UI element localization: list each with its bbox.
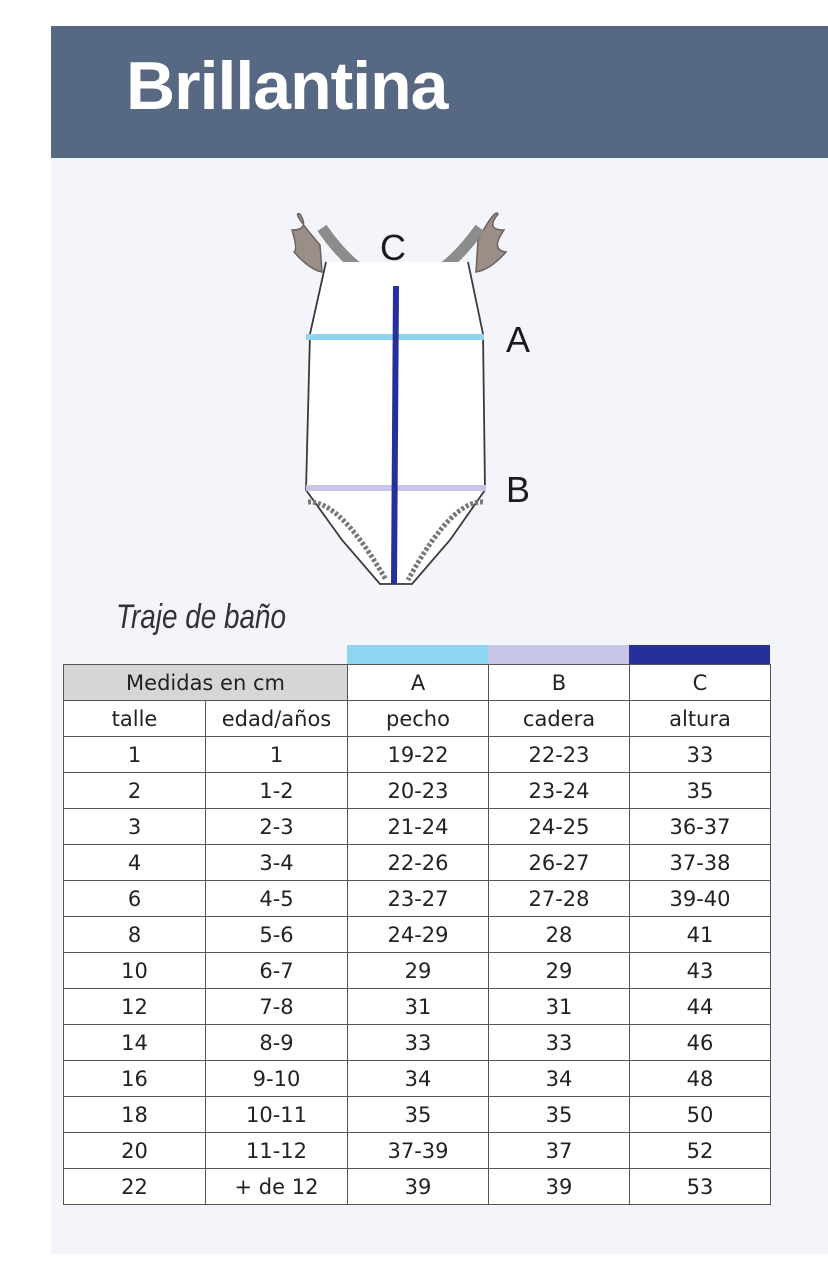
column-header-pecho: pecho <box>348 701 489 737</box>
table-cell: 24-25 <box>489 809 630 845</box>
table-column-row <box>64 701 771 737</box>
measure-label-a: A <box>506 319 531 360</box>
swatch-b <box>488 645 629 665</box>
measures-header: Medidas en cm <box>64 665 348 701</box>
table-row <box>64 1097 771 1133</box>
table-cell: 12 <box>64 989 206 1025</box>
table-cell: 2-3 <box>206 809 348 845</box>
table-cell: 1 <box>206 737 348 773</box>
table-cell: 53 <box>630 1169 771 1205</box>
table-cell: 20-23 <box>348 773 489 809</box>
size-table <box>63 664 771 1205</box>
table-row <box>64 953 771 989</box>
table-cell: 23-24 <box>489 773 630 809</box>
table-cell: 3-4 <box>206 845 348 881</box>
table-header-row <box>64 665 771 701</box>
table-cell: 39-40 <box>630 881 771 917</box>
table-cell: 37 <box>489 1133 630 1169</box>
table-cell: 43 <box>630 953 771 989</box>
table-cell: 2 <box>64 773 206 809</box>
table-row <box>64 1169 771 1205</box>
table-cell: 24-29 <box>348 917 489 953</box>
column-header-altura: altura <box>630 701 771 737</box>
table-cell: 35 <box>630 773 771 809</box>
table-cell: 20 <box>64 1133 206 1169</box>
measure-letter-b: B <box>489 665 630 701</box>
table-cell: 44 <box>630 989 771 1025</box>
table-cell: 8 <box>64 917 206 953</box>
measure-line-c <box>394 286 396 584</box>
table-cell: 46 <box>630 1025 771 1061</box>
table-cell: 50 <box>630 1097 771 1133</box>
table-cell: 7-8 <box>206 989 348 1025</box>
table-cell: 8-9 <box>206 1025 348 1061</box>
swatch-c <box>629 645 770 665</box>
swimsuit-icon <box>280 200 560 600</box>
brand-logo: Brillantina <box>126 48 448 124</box>
measure-label-c: C <box>380 227 406 268</box>
table-cell: 37-38 <box>630 845 771 881</box>
table-row <box>64 845 771 881</box>
table-cell: 18 <box>64 1097 206 1133</box>
table-cell: 23-27 <box>348 881 489 917</box>
left-ruffle <box>292 214 322 272</box>
table-row <box>64 809 771 845</box>
table-cell: 31 <box>348 989 489 1025</box>
table-cell: 27-28 <box>489 881 630 917</box>
table-cell: 29 <box>348 953 489 989</box>
table-cell: 4 <box>64 845 206 881</box>
table-cell: 9-10 <box>206 1061 348 1097</box>
table-cell: 35 <box>348 1097 489 1133</box>
table-cell: 10 <box>64 953 206 989</box>
table-cell: 41 <box>630 917 771 953</box>
table-cell: 33 <box>489 1025 630 1061</box>
table-cell: 29 <box>489 953 630 989</box>
measure-label-b: B <box>506 469 531 510</box>
table-cell: 35 <box>489 1097 630 1133</box>
measure-letter-c: C <box>630 665 771 701</box>
table-cell: 4-5 <box>206 881 348 917</box>
table-cell: 28 <box>489 917 630 953</box>
table-cell: 36-37 <box>630 809 771 845</box>
table-cell: 1-2 <box>206 773 348 809</box>
table-row <box>64 737 771 773</box>
table-cell: + de 12 <box>206 1169 348 1205</box>
table-cell: 39 <box>348 1169 489 1205</box>
table-row <box>64 881 771 917</box>
table-cell: 48 <box>630 1061 771 1097</box>
table-cell: 34 <box>489 1061 630 1097</box>
table-row <box>64 1133 771 1169</box>
table-cell: 6 <box>64 881 206 917</box>
column-header-edad: edad/años <box>206 701 348 737</box>
table-row <box>64 773 771 809</box>
table-cell: 11-12 <box>206 1133 348 1169</box>
table-cell: 21-24 <box>348 809 489 845</box>
table-cell: 37-39 <box>348 1133 489 1169</box>
swatch-a <box>347 645 488 665</box>
table-cell: 31 <box>489 989 630 1025</box>
table-cell: 34 <box>348 1061 489 1097</box>
table-row <box>64 917 771 953</box>
table-cell: 22-26 <box>348 845 489 881</box>
table-cell: 33 <box>348 1025 489 1061</box>
table-cell: 6-7 <box>206 953 348 989</box>
table-cell: 22-23 <box>489 737 630 773</box>
table-row <box>64 1025 771 1061</box>
product-title: Traje de baño <box>116 598 286 636</box>
table-cell: 10-11 <box>206 1097 348 1133</box>
column-header-talle: talle <box>64 701 206 737</box>
table-cell: 5-6 <box>206 917 348 953</box>
table-cell: 14 <box>64 1025 206 1061</box>
table-cell: 19-22 <box>348 737 489 773</box>
table-row <box>64 1061 771 1097</box>
column-header-cadera: cadera <box>489 701 630 737</box>
garment-diagram <box>280 200 560 600</box>
table-row <box>64 989 771 1025</box>
table-cell: 39 <box>489 1169 630 1205</box>
table-cell: 1 <box>64 737 206 773</box>
right-ruffle <box>476 213 506 272</box>
table-cell: 52 <box>630 1133 771 1169</box>
table-cell: 22 <box>64 1169 206 1205</box>
table-cell: 33 <box>630 737 771 773</box>
table-cell: 3 <box>64 809 206 845</box>
table-cell: 26-27 <box>489 845 630 881</box>
table-cell: 16 <box>64 1061 206 1097</box>
measure-letter-a: A <box>348 665 489 701</box>
